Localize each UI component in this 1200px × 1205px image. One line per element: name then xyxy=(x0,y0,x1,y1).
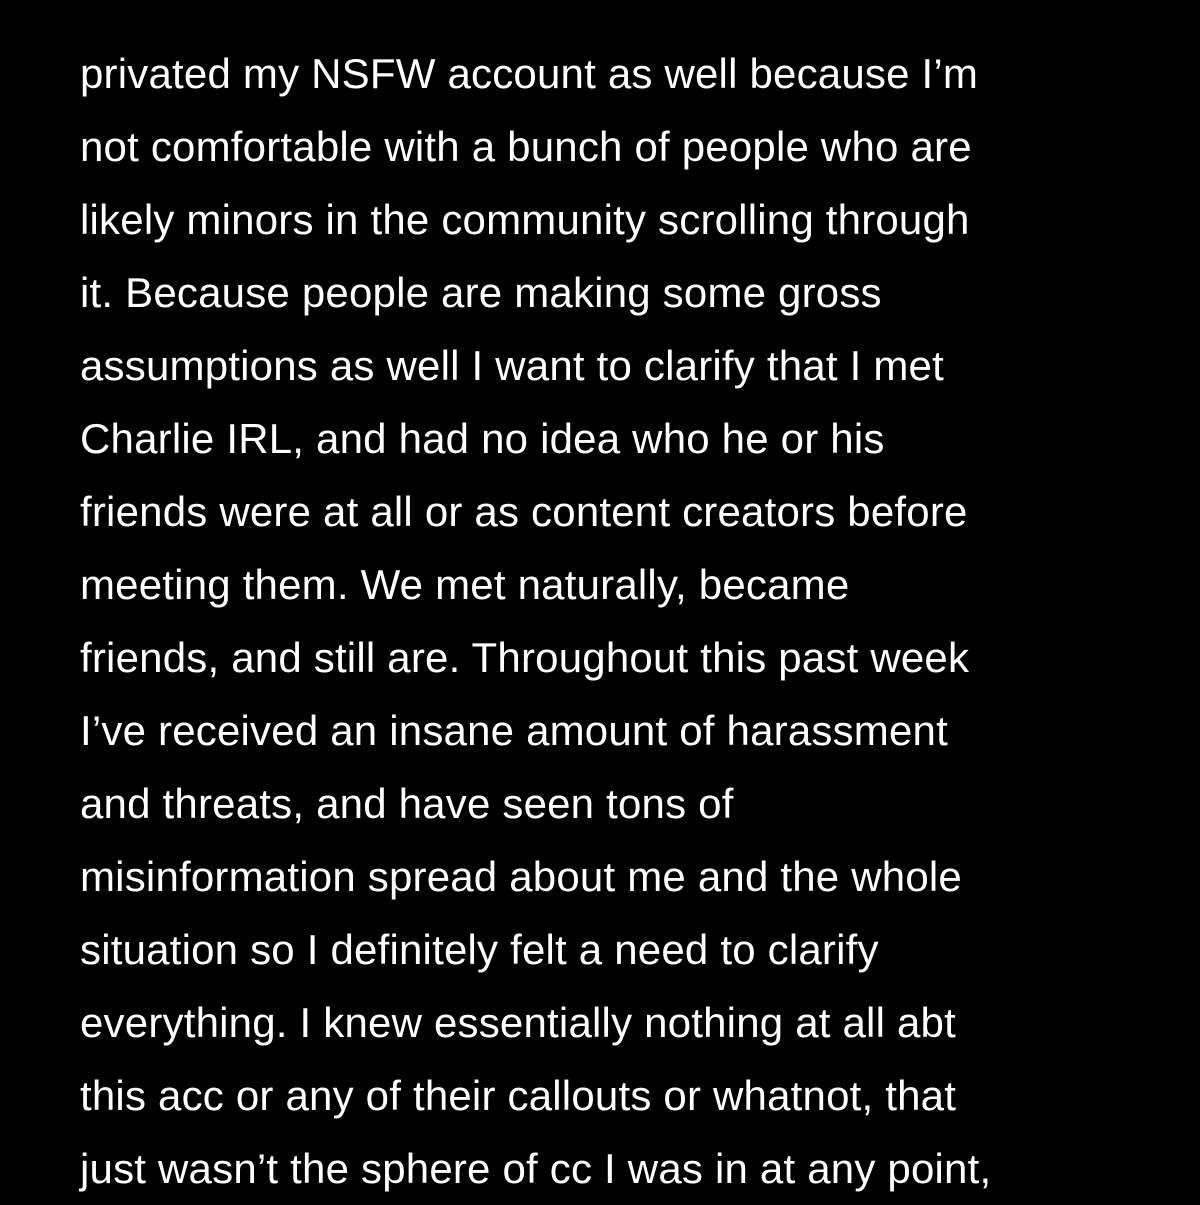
note-line: assumptions as well I want to clarify that I met xyxy=(80,342,944,389)
note-line: misinformation spread about me and the whole xyxy=(80,853,962,900)
note-line-clipped-top xyxy=(80,0,1180,37)
note-line: friends, and still are. Throughout this past week xyxy=(80,634,970,681)
note-line: not comfortable with a bunch of people who are xyxy=(80,123,972,170)
note-line: friends were at all or as content creators before xyxy=(80,488,968,535)
note-line: everything. I knew essentially nothing at all abt xyxy=(80,999,956,1046)
note-body xyxy=(80,0,1180,1205)
note-line: privated my NSFW account as well because I’m xyxy=(80,50,979,97)
note-line: just wasn’t the sphere of cc I was in at any point, xyxy=(80,1145,992,1192)
note-line: and threats, and have seen tons of xyxy=(80,780,734,827)
note-line: this acc or any of their callouts or whatnot, that xyxy=(80,1072,957,1119)
note-line: situation so I definitely felt a need to clarify xyxy=(80,926,879,973)
note-line: Charlie IRL, and had no idea who he or his xyxy=(80,415,885,462)
note-line: meeting them. We met naturally, became xyxy=(80,561,850,608)
note-line: likely minors in the community scrolling through xyxy=(80,196,970,243)
note-line: it. Because people are making some gross xyxy=(80,269,882,316)
note-line: I’ve received an insane amount of harassment xyxy=(80,707,948,754)
